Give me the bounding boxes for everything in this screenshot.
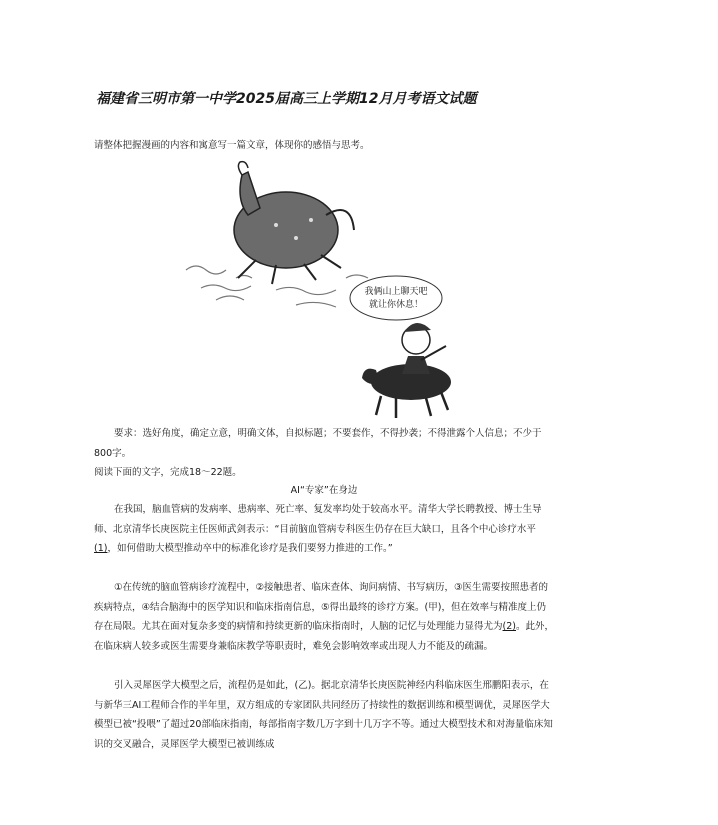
article-paragraph-2: [94, 578, 554, 656]
document-title: 福建省三明市第一中学2025届高三上学期12月月考语文试题: [96, 91, 477, 107]
blank-2: (2): [502, 621, 516, 632]
speech-line-2: 就让你休息！: [368, 300, 424, 310]
blank-1: (1): [94, 543, 108, 554]
writing-requirements: 要求：选好角度，确定立意，明确文体，自拟标题；不要套作，不得抄袭；不得泄露个人信息；不少于800字。: [94, 428, 542, 459]
article-paragraph-1: [94, 500, 554, 559]
speech-bubble: [350, 276, 442, 320]
paragraph-1-text-a: 在我国，脑血管病的发病率、患病率、死亡率、复发率均处于较高水平。清华大学长聘教授、博士生导师、北京清华长庚医院主任医师武剑表示：“目前脑血管病专科医生仍存在巨大缺口，且各个中心诊疗水平: [94, 504, 542, 535]
cloud-swirls: [186, 266, 368, 307]
writing-prompt: 请整体把握漫画的内容和寓意写一篇文章，体现你的感悟与思考。: [94, 140, 370, 151]
cartoon-illustration: [176, 160, 466, 422]
article-paragraph-3: 引入灵犀医学大模型之后，流程仍是如此，(乙)。据北京清华长庚医院神经内科临床医生邢鹏阳表示，在与新华三AI工程师合作的半年里，双方组成的专家团队共同经历了持续性的数据训练和模型调优，灵犀医学大模型已被“投喂”了超过20部临床指南，每部指南字数几万字到十几万字不等。通过大模型技术和对海量临床知识的交叉融合，灵犀医学大模型已被训练成: [94, 680, 553, 750]
horse-drawing: [234, 162, 354, 284]
article-title: AI“专家”在身边: [290, 485, 358, 496]
paragraph-2-text-a: ①在传统的脑血管病诊疗流程中，②接触患者、临床查体、询问病情、书写病历，③医生需要按照患者的疾病特点，④结合脑海中的医学知识和临床指南信息，⑤得出最终的诊疗方案。(甲)，但在效率与精准度上仍存在局限。尤其在面对复杂多变的病情和持续更新的临床指南时，人脑的记忆与处理能力显得尤为: [94, 582, 549, 632]
paragraph-2-text-b: 。此外，在临床病人较多或医生需要身兼临床教学等职责时，难免会影响效率或出现人力不能及的疏漏。: [94, 621, 554, 652]
paragraph-1-text-b: ，如何借助大模型推动卒中的标准化诊疗是我们要努力推进的工作。”: [107, 543, 393, 554]
speech-line-1: 我俩山上聊天吧: [364, 287, 428, 297]
rider-on-donkey-drawing: [362, 323, 451, 418]
reading-instruction: 阅读下面的文字，完成18～22题。: [94, 467, 242, 478]
